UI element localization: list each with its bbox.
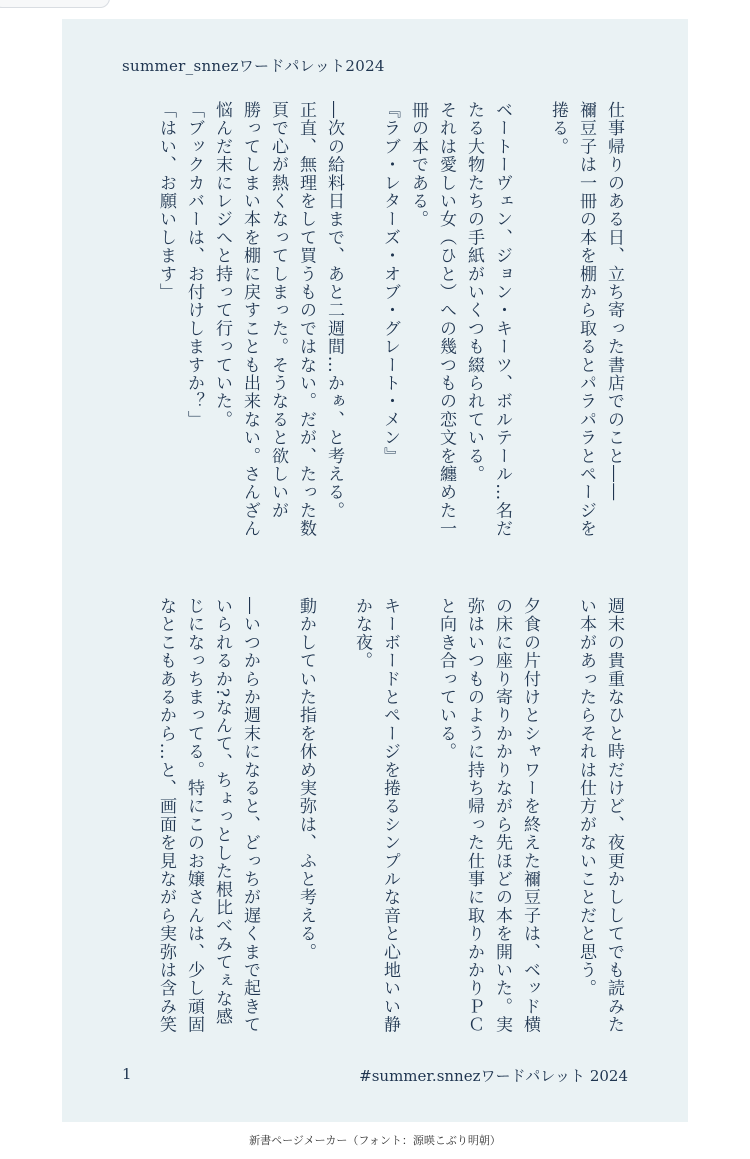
text-line xyxy=(404,597,432,1053)
text-line: 正直、無理をして買うものではない。だが、たった数 xyxy=(296,101,316,538)
text-line: 夕食の片付けとシャワーを終えた禰豆子は、ベッド横 xyxy=(520,597,540,1034)
generator-credit: 新書ページメーカー（フォント：源暎こぶり明朝） xyxy=(249,1134,501,1147)
text-line: と向き合っている。 xyxy=(436,597,456,761)
page-header-title: summer_snnezワードパレット2024 xyxy=(122,57,385,75)
text-line xyxy=(544,597,572,1053)
text-line xyxy=(320,597,348,1053)
text-line: いられるか?なんて、ちょっとした根比べみてぇな感 xyxy=(212,597,232,1026)
text-line: キーボードとページを捲るシンプルな音と心地いい静 xyxy=(380,597,400,1034)
text-line: じになっちまってる。特にこのお嬢さんは、少し頑固 xyxy=(184,597,204,1034)
text-line: 「はい、お願いします」 xyxy=(156,101,176,302)
text-line: 弥はいつものように持ち帰った仕事に取りかかりＰＣ xyxy=(464,597,484,1034)
text-line: 勝ってしまい本を棚に戻すことも出来ない。さんざん xyxy=(240,101,260,538)
text-line: たる大物たちの手紙がいくつも綴られている。 xyxy=(464,101,484,484)
text-line xyxy=(348,101,376,553)
corner-tab xyxy=(0,0,110,8)
text-line: い本があったらそれは仕方がないことだと思う。 xyxy=(576,597,596,998)
text-line: 仕事帰りのある日、立ち寄った書店でのこと―― xyxy=(604,101,624,502)
text-line: 悩んだ末にレジへと持って行っていた。 xyxy=(212,101,232,429)
text-line xyxy=(264,597,292,1053)
text-line: かな夜。 xyxy=(352,597,372,670)
text-line: それは愛しい女（ひと）への幾つもの恋文を纏めた一 xyxy=(436,101,456,538)
text-line: 冊の本である。 xyxy=(408,101,428,229)
vertical-text-block-bottom xyxy=(112,597,628,1053)
text-line xyxy=(516,101,544,553)
text-line: の床に座り寄りかかりながら先ほどの本を開いた。実 xyxy=(492,597,512,1034)
text-line: 捲る。 xyxy=(548,101,568,156)
text-line: 動かしていた指を休め実弥は、ふと考える。 xyxy=(296,597,316,961)
text-line: 頁で心が熱くなってしまった。そうなると欲しいが xyxy=(268,101,288,520)
text-line: ―いつからか週末になると、どっちが遅くまで起きて xyxy=(240,597,260,1034)
text-line: ―次の給料日まで、あと二週間…かぁ、と考える。 xyxy=(324,101,344,520)
text-line: 『ラブ・レターズ・オブ・グレート・メン』 xyxy=(380,101,400,465)
text-line: 「ブックカバーは、お付けしますか？」 xyxy=(184,101,204,429)
vertical-text-block-top xyxy=(112,101,628,553)
text-line: なとこもあるから…と、画面を見ながら実弥は含み笑 xyxy=(156,597,176,1034)
page-number: 1 xyxy=(122,1065,132,1083)
footer-hashtag: #summer.snnezワードパレット 2024 xyxy=(359,1067,628,1085)
text-line: ベートーヴェン、ジョン・キーツ、ボルテール…名だ xyxy=(492,101,512,538)
book-page xyxy=(62,19,688,1122)
text-line: 週末の貴重なひと時だけど、夜更かししてでも読みた xyxy=(604,597,624,1034)
text-line: 禰豆子は一冊の本を棚から取るとパラパラとページを xyxy=(576,101,596,538)
